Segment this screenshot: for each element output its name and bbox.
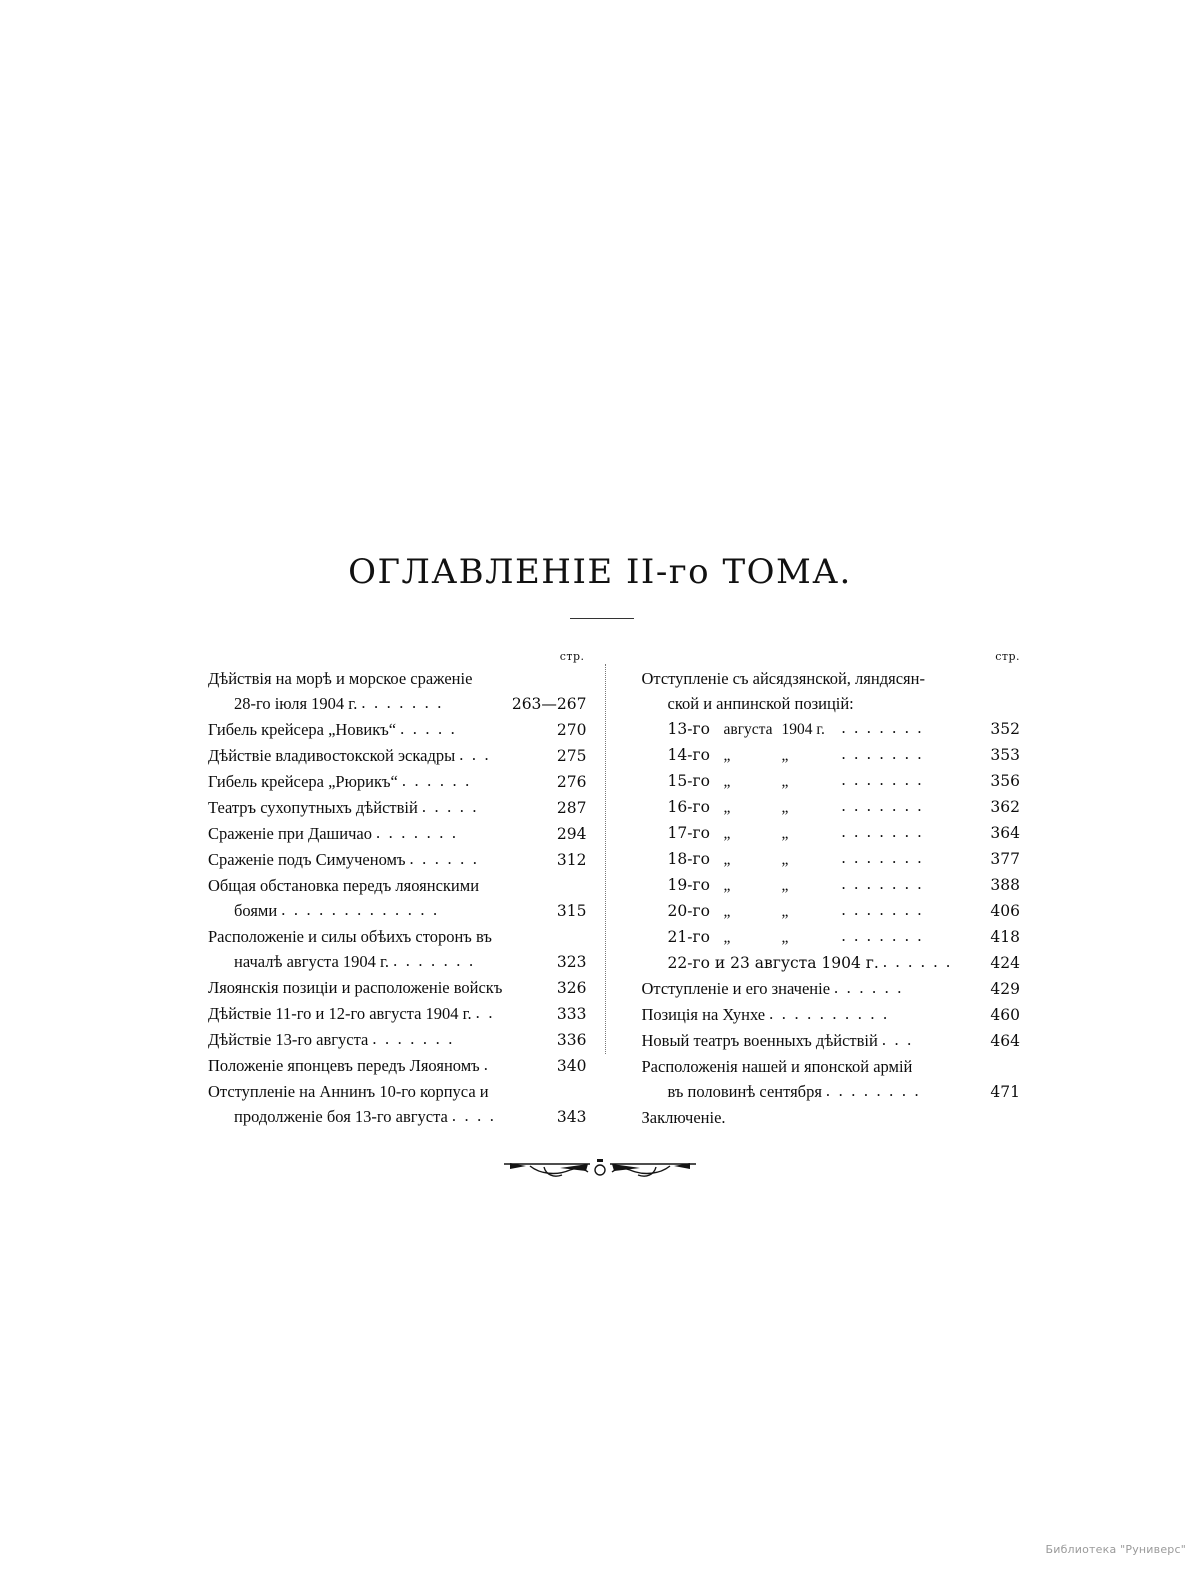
toc-entry-label: началѣ августа 1904 г. [234, 952, 390, 971]
page-column-header-left: стр. [559, 650, 585, 663]
toc-page-number: 315 [556, 902, 587, 920]
toc-page-number: 294 [556, 825, 587, 843]
toc-entry [208, 666, 587, 691]
toc-leader: . . . . . . . [361, 693, 444, 712]
toc-entry-label: Дѣйствіе 11-го и 12-го августа 1904 г. [208, 1004, 472, 1023]
toc-date-year: „ [781, 799, 789, 816]
toc-page-number: 333 [556, 1005, 587, 1023]
toc-entry-label: Новый театръ военныхъ дѣйствій [641, 1031, 878, 1050]
toc-date-day: 13-го [667, 720, 710, 738]
toc-entry-label: Сраженіе при Дашичао [208, 824, 372, 843]
table-of-contents [208, 650, 1020, 1130]
toc-leader: . . . . . . . [841, 874, 924, 893]
toc-date-year: „ [781, 773, 789, 790]
toc-entry-label: Дѣйствіе владивостокской эскадры [208, 746, 456, 765]
toc-date-year: „ [781, 877, 789, 894]
toc-entry-label: Дѣйствіе 13-го августа [208, 1030, 369, 1049]
toc-page-number: 464 [990, 1032, 1020, 1050]
toc-date-row [642, 794, 1021, 820]
toc-leader: . . . . . . . [841, 848, 924, 867]
toc-date-row [642, 872, 1021, 898]
toc-date-row [642, 846, 1021, 872]
toc-entry-label: Отступленіе и его значеніе [641, 979, 831, 998]
toc-leader: . . . . [451, 1106, 497, 1125]
toc-entry-label: Театръ сухопутныхъ дѣйствій [208, 798, 418, 817]
toc-date-day: 17-го [667, 824, 710, 842]
toc-entry [208, 847, 587, 873]
toc-section-heading-cont: ской и анпинской позицій: [667, 694, 854, 713]
toc-entry [208, 1001, 587, 1027]
toc-page-number: 460 [990, 1006, 1020, 1024]
toc-page-number: 418 [990, 928, 1020, 946]
toc-entry-label: Позиція на Хунхе [641, 1005, 766, 1024]
toc-page-number: 336 [556, 1031, 587, 1049]
toc-leader: . . . . . . . [372, 1029, 455, 1048]
toc-entry [208, 873, 587, 898]
toc-date-day: 15-го [667, 772, 710, 790]
toc-entry-label: Дѣйствія на морѣ и морское сраженіе [208, 669, 473, 688]
toc-page-number: 406 [990, 902, 1020, 920]
toc-leader: . [483, 1055, 491, 1074]
toc-page-number: 340 [556, 1057, 587, 1075]
toc-page-number: 362 [990, 798, 1020, 816]
toc-leader: . . . [881, 1030, 914, 1049]
toc-entry [642, 1054, 1021, 1079]
toc-entry-label: въ половинѣ сентября [667, 1082, 822, 1101]
toc-page-number: 353 [990, 746, 1020, 764]
toc-entry-label: продолженіе боя 13-го августа [234, 1107, 448, 1126]
page-column-header-right: стр. [995, 650, 1020, 663]
toc-leader: . . . . . . . . [825, 1081, 921, 1100]
toc-entry-label: Отступленіе на Аннинъ 10-го корпуса и [208, 1082, 489, 1101]
toc-date-row [642, 950, 1021, 976]
column-divider [605, 664, 606, 1054]
toc-leader: . . . . . . . [841, 718, 924, 737]
toc-page-number: 275 [556, 747, 587, 765]
toc-page-number: 352 [990, 720, 1020, 738]
toc-leader: . . . . . . . [375, 823, 459, 842]
toc-date-year: „ [781, 747, 789, 764]
toc-date-month: „ [723, 877, 731, 894]
toc-page-number: 377 [990, 850, 1020, 868]
toc-entry-label: Гибель крейсера „Новикъ“ [208, 720, 397, 739]
toc-leader: . . . . . . . [841, 822, 924, 841]
toc-page-number: 263—267 [511, 695, 587, 713]
toc-leader: . . . . . . [409, 849, 480, 868]
toc-date-row [642, 768, 1021, 794]
toc-date-year: 1904 г. [781, 721, 825, 738]
toc-date-day: 16-го [667, 798, 710, 816]
toc-entry-label: Гибель крейсера „Рюрикъ“ [208, 772, 398, 791]
toc-conclusion: Заключеніе. [641, 1108, 726, 1127]
toc-date-month: августа [723, 721, 773, 738]
toc-leader: . . . . . . . . . . [769, 1004, 890, 1023]
toc-entry-label: Общая обстановка передъ ляоянскими [208, 876, 480, 895]
toc-date-day: 19-го [667, 876, 710, 894]
toc-leader: . . . . . . . [393, 951, 476, 970]
toc-date-day: 18-го [667, 850, 710, 868]
toc-entry-label: Расположенія нашей и японской армій [641, 1057, 913, 1076]
toc-date-row [642, 898, 1021, 924]
toc-page-number: 276 [556, 773, 587, 791]
toc-leader: . . . . . . . [841, 900, 924, 919]
toc-leader: . . . . . [400, 719, 458, 738]
toc-entry-label: 28-го іюля 1904 г. [234, 694, 358, 713]
toc-left-column [208, 650, 597, 1130]
toc-entry [208, 975, 587, 1001]
toc-leader: . . . . . [421, 797, 479, 816]
toc-page-number: 356 [990, 772, 1020, 790]
toc-entry [208, 821, 587, 847]
toc-page-number: 429 [990, 980, 1020, 998]
decorative-ornament [0, 1150, 1200, 1191]
toc-date-month: „ [723, 903, 731, 920]
toc-entry [208, 898, 587, 924]
toc-leader: . . . . . . . . . . . . . [281, 900, 440, 919]
toc-entry [642, 1028, 1021, 1054]
toc-entry-label: Положеніе японцевъ передъ Ляояномъ [208, 1056, 480, 1075]
toc-leader: . . . . . . [882, 952, 953, 971]
toc-date-row [642, 716, 1021, 742]
toc-entry [208, 1104, 587, 1130]
toc-date-month: „ [723, 851, 731, 868]
toc-date-row [642, 820, 1021, 846]
toc-leader: . . . [459, 745, 491, 764]
toc-entry [208, 691, 587, 717]
title-divider [570, 618, 634, 619]
library-watermark: Библиотека "Руниверс" [1045, 1543, 1186, 1556]
toc-page-number: 287 [556, 799, 587, 817]
toc-right-column [614, 650, 1021, 1130]
toc-leader: . . . . . . . [841, 744, 924, 763]
toc-leader: . . . . . . [834, 978, 904, 997]
toc-page-number: 388 [990, 876, 1020, 894]
toc-page-number: 364 [990, 824, 1020, 842]
toc-entry [208, 1027, 587, 1053]
toc-date-month: „ [723, 929, 731, 946]
toc-page-number: 270 [556, 721, 587, 739]
toc-date-year: „ [781, 851, 789, 868]
toc-date-day: 14-го [667, 746, 710, 764]
toc-date-year: „ [781, 825, 789, 842]
toc-date-label: 22-го и 23 августа 1904 г. [667, 954, 879, 972]
toc-leader: . . . . . . . [841, 796, 924, 815]
toc-leader: . . . . . . . [841, 770, 924, 789]
toc-entry [642, 976, 1021, 1002]
toc-date-day: 20-го [667, 902, 710, 920]
toc-entry [642, 1002, 1021, 1028]
toc-entry [208, 717, 587, 743]
toc-page-number: 471 [990, 1083, 1020, 1101]
toc-page-number: 326 [556, 979, 587, 997]
toc-entry-label: Расположеніе и силы обѣихъ сторонъ въ [208, 927, 492, 946]
toc-leader: . . [475, 1003, 495, 1022]
toc-entry [208, 769, 587, 795]
toc-entry-label: Сраженіе подъ Симученомъ [208, 850, 406, 869]
toc-date-row [642, 924, 1021, 950]
toc-entry-label: Ляоянскія позиціи и расположеніе войскъ [208, 978, 503, 997]
toc-entry [208, 1079, 587, 1104]
toc-date-row [642, 742, 1021, 768]
toc-date-month: „ [723, 747, 731, 764]
toc-entry [208, 743, 587, 769]
toc-date-year: „ [781, 903, 789, 920]
toc-date-year: „ [781, 929, 789, 946]
toc-date-month: „ [723, 773, 731, 790]
toc-date-day: 21-го [667, 928, 710, 946]
toc-leader: . . . . . . . [841, 926, 924, 945]
toc-date-month: „ [723, 799, 731, 816]
toc-entry-label: боями [234, 901, 278, 920]
toc-entry [208, 924, 587, 949]
page-title: ОГЛАВЛЕНІЕ II-го ТОМА. [348, 552, 852, 592]
toc-entry [208, 1053, 587, 1079]
toc-entry [208, 795, 587, 821]
toc-entry [208, 949, 587, 975]
toc-page-number: 312 [556, 851, 587, 869]
toc-page-number: 323 [556, 953, 587, 971]
toc-leader: . . . . . . [401, 771, 472, 790]
toc-date-month: „ [723, 825, 731, 842]
toc-page-number: 343 [556, 1108, 587, 1126]
toc-entry [642, 1079, 1021, 1105]
toc-page-number: 424 [990, 954, 1020, 972]
toc-section-heading: Отступленіе съ айсядзянской, ляндясян- [641, 669, 925, 688]
